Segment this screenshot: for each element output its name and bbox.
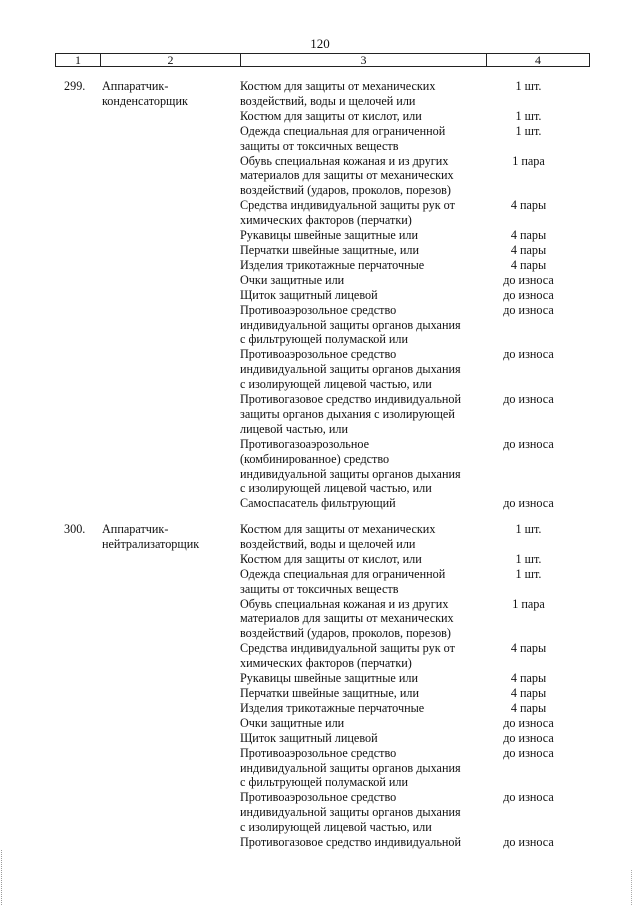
item-name-line: Очки защитные или (240, 272, 345, 287)
item-name (240, 347, 480, 392)
item-name-line: индивидуальной защиты органов дыхания (240, 466, 461, 481)
item-quantity: до износа (503, 302, 554, 317)
column-header-2: 2 (101, 54, 241, 66)
item-quantity: 4 пары (510, 671, 547, 686)
item-name-line: Рукавицы швейные защитные или (240, 671, 418, 686)
item-name-line: химических факторов (перчатки) (240, 656, 412, 671)
item-name (240, 835, 480, 850)
item-name (240, 671, 480, 686)
item-quantity: 1 шт. (515, 551, 542, 566)
job-title-line: конденсаторщик (102, 93, 188, 108)
item-name-line: материалов для защиты от механических (240, 611, 454, 626)
item-name (240, 273, 480, 288)
item-quantity: 4 пары (510, 257, 547, 272)
page-number: 120 (310, 36, 330, 51)
scan-edge-artifact (1, 850, 4, 905)
item-quantity: до износа (503, 392, 554, 407)
item-name-line: воздействий (ударов, проколов, порезов) (240, 626, 451, 641)
list-item (240, 671, 640, 686)
item-quantity: до износа (503, 347, 554, 362)
item-name-line: Противогазовое средство индивидуальной (240, 835, 462, 850)
list-item (240, 746, 640, 791)
item-quantity: 4 пары (510, 242, 547, 257)
list-item (240, 701, 640, 716)
item-name-line: Средства индивидуальной защиты рук от (240, 641, 455, 656)
item-name-line: защиты от токсичных веществ (240, 138, 399, 153)
item-quantity: до износа (503, 436, 554, 451)
item-quantity: 1 пара (512, 596, 545, 611)
column-header-4: 4 (535, 53, 541, 67)
item-name (240, 79, 480, 109)
entry-number: 299. (64, 79, 86, 93)
list-item (240, 641, 640, 671)
item-name-line: индивидуальной защиты органов дыхания (240, 362, 461, 377)
item-name (240, 154, 480, 199)
list-item (240, 567, 640, 597)
item-name (240, 701, 480, 716)
item-quantity: 1 шт. (515, 123, 542, 138)
item-name (240, 392, 480, 437)
list-item (240, 496, 640, 511)
item-name-line: Средства индивидуальной защиты рук от (240, 198, 455, 213)
list-item (240, 303, 640, 348)
item-quantity: до износа (503, 287, 554, 302)
item-name-line: воздействий (ударов, проколов, порезов) (240, 183, 451, 198)
item-name (240, 258, 480, 273)
item-name-line: лицевой частью, или (240, 421, 349, 436)
item-quantity: 4 пары (510, 198, 547, 213)
item-name (240, 686, 480, 701)
job-title (102, 79, 236, 109)
item-name (240, 109, 480, 124)
job-title-line: Аппаратчик- (102, 79, 169, 93)
list-item (240, 228, 640, 243)
item-name-line: Костюм для защиты от кислот, или (240, 108, 422, 123)
item-name-line: индивидуальной защиты органов дыхания (240, 760, 461, 775)
item-name-line: Противоаэрозольное средство (240, 745, 397, 760)
list-item (240, 552, 640, 567)
item-name-line: Костюм для защиты от кислот, или (240, 551, 422, 566)
item-quantity: 4 пары (510, 228, 547, 243)
item-name-line: защиты органов дыхания с изолирующей (240, 406, 455, 421)
item-quantity: 4 пары (510, 685, 547, 700)
item-name (240, 437, 480, 497)
item-quantity: 1 шт. (515, 566, 542, 581)
list-item (240, 686, 640, 701)
list-item (240, 198, 640, 228)
item-name-line: Костюм для защиты от механических (240, 79, 436, 93)
item-quantity: до износа (503, 715, 554, 730)
item-name-line: Костюм для защиты от механических (240, 522, 436, 536)
list-item (240, 716, 640, 731)
list-item (240, 273, 640, 288)
item-name-line: Противогазоаэрозольное (240, 436, 370, 451)
list-item (240, 109, 640, 124)
item-name (240, 716, 480, 731)
column-header-1: 1 (56, 54, 101, 66)
list-item (240, 288, 640, 303)
item-quantity: до износа (503, 496, 554, 511)
item-name-line: (комбинированное) средство (240, 451, 390, 466)
item-name (240, 303, 480, 348)
item-name-line: Очки защитные или (240, 715, 345, 730)
item-name-line: Противоаэрозольное средство (240, 347, 397, 362)
entry-number: 300. (64, 522, 86, 536)
item-name (240, 243, 480, 258)
item-name (240, 552, 480, 567)
list-item (240, 124, 640, 154)
list-item (240, 347, 640, 392)
job-title (102, 522, 236, 552)
list-item (240, 835, 640, 850)
list-item (240, 258, 640, 273)
item-name-line: с изолирующей лицевой частью, или (240, 377, 432, 392)
item-name-line: Противогазовое средство индивидуальной (240, 392, 462, 407)
item-name-line: Одежда специальная для ограниченной (240, 566, 446, 581)
item-name-line: Самоспасатель фильтрующий (240, 496, 396, 511)
item-name (240, 731, 480, 746)
item-quantity: до износа (503, 835, 554, 850)
list-item (240, 392, 640, 437)
item-name-line: Щиток защитный лицевой (240, 730, 378, 745)
list-item (240, 790, 640, 835)
item-quantity: 1 пара (512, 153, 545, 168)
item-quantity: 1 шт. (515, 522, 542, 536)
list-item (240, 243, 640, 258)
list-item (240, 79, 640, 109)
item-quantity: 4 пары (510, 641, 547, 656)
item-name-line: с изолирующей лицевой частью, или (240, 820, 432, 835)
job-title-line: Аппаратчик- (102, 522, 169, 536)
list-item (240, 154, 640, 199)
list-item (240, 522, 640, 552)
item-name-line: индивидуальной защиты органов дыхания (240, 317, 461, 332)
list-item (240, 731, 640, 746)
job-title-line: нейтрализаторщик (102, 536, 200, 551)
item-name (240, 228, 480, 243)
item-name-line: Изделия трикотажные перчаточные (240, 700, 425, 715)
item-name-line: Рукавицы швейные защитные или (240, 228, 418, 243)
item-quantity: 1 шт. (515, 79, 542, 93)
item-name-line: материалов для защиты от механических (240, 168, 454, 183)
item-name-line: с фильтрующей полумаской или (240, 775, 409, 790)
item-name-line: воздействий, воды и щелочей или (240, 93, 416, 108)
item-name (240, 522, 480, 552)
list-item (240, 437, 640, 497)
item-name-line: воздействий, воды и щелочей или (240, 536, 416, 551)
item-name (240, 124, 480, 154)
item-name (240, 597, 480, 642)
item-name-line: Щиток защитный лицевой (240, 287, 378, 302)
item-name-line: с изолирующей лицевой частью, или (240, 481, 432, 496)
item-name (240, 288, 480, 303)
item-name (240, 198, 480, 228)
item-name (240, 790, 480, 835)
item-name (240, 567, 480, 597)
item-name (240, 641, 480, 671)
list-item (240, 597, 640, 642)
item-name-line: химических факторов (перчатки) (240, 213, 412, 228)
item-quantity: до износа (503, 745, 554, 760)
item-name-line: Перчатки швейные защитные, или (240, 242, 420, 257)
item-name-line: Противоаэрозольное средство (240, 302, 397, 317)
item-name-line: индивидуальной защиты органов дыхания (240, 805, 461, 820)
protective-equipment-list (240, 522, 640, 850)
table-header (55, 53, 590, 67)
item-quantity: до износа (503, 272, 554, 287)
item-quantity: 4 пары (510, 700, 547, 715)
item-quantity: до износа (503, 730, 554, 745)
item-name-line: Обувь специальная кожаная и из других (240, 153, 449, 168)
protective-equipment-list (240, 79, 640, 511)
item-name (240, 746, 480, 791)
item-name-line: Обувь специальная кожаная и из других (240, 596, 449, 611)
column-header-3: 3 (241, 54, 487, 66)
scan-edge-artifact (631, 870, 634, 905)
item-name-line: Перчатки швейные защитные, или (240, 685, 420, 700)
item-quantity: 1 шт. (515, 108, 542, 123)
item-name-line: Изделия трикотажные перчаточные (240, 257, 425, 272)
item-name-line: с фильтрующей полумаской или (240, 332, 409, 347)
item-name-line: Противоаэрозольное средство (240, 790, 397, 805)
item-name (240, 496, 480, 511)
item-quantity: до износа (503, 790, 554, 805)
item-name-line: защиты от токсичных веществ (240, 581, 399, 596)
item-name-line: Одежда специальная для ограниченной (240, 123, 446, 138)
